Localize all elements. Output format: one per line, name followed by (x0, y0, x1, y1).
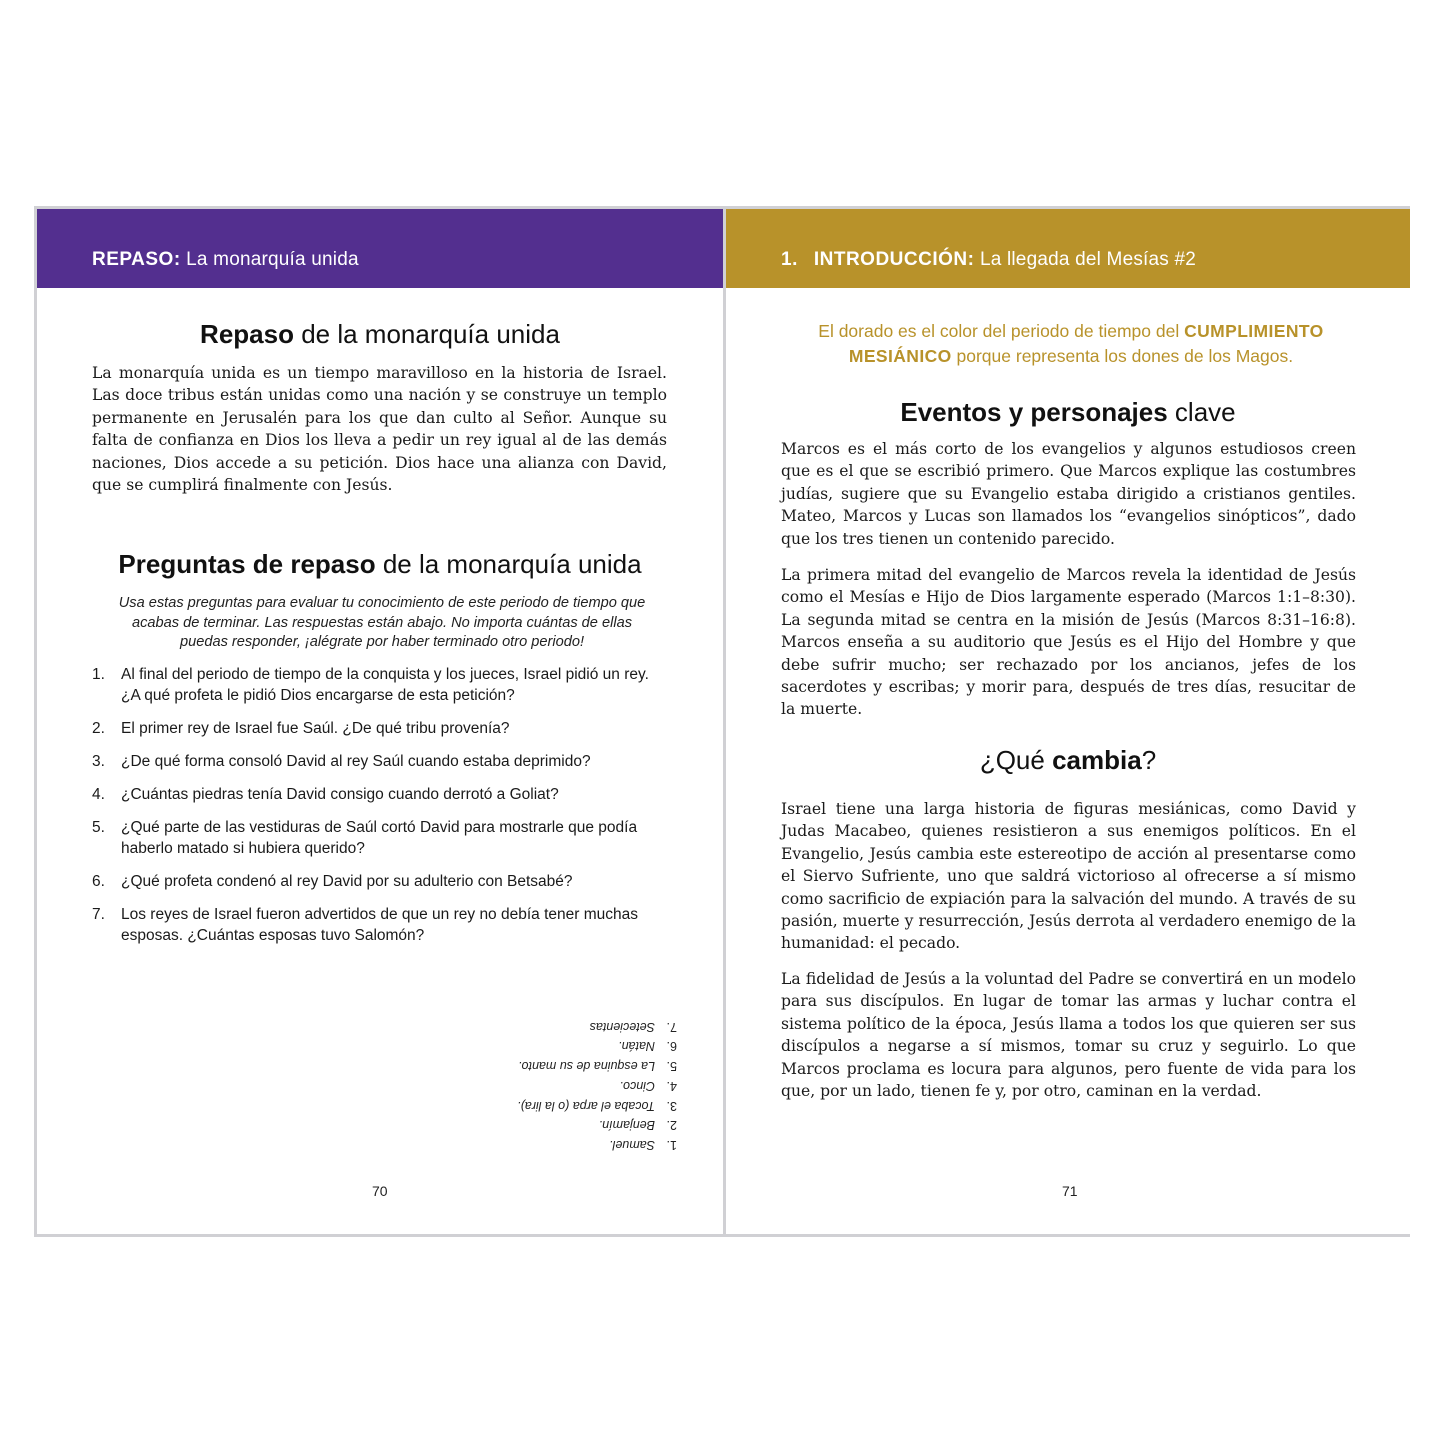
answer-text: Natán. (618, 1039, 655, 1054)
changes-heading (726, 745, 1410, 776)
band-title (92, 249, 359, 271)
gold-intro-before: El dorado es el color del periodo de tiempo del (818, 321, 1185, 341)
left-page (37, 209, 723, 1234)
section-band-introduccion (726, 209, 1410, 288)
question-item (92, 904, 672, 946)
band-label-bold: REPASO: (92, 249, 181, 270)
page-number-right: 71 (1062, 1183, 1078, 1199)
questions-heading (37, 549, 723, 580)
right-page (726, 209, 1410, 1234)
question-item (92, 784, 672, 805)
changes-paragraph-2: La fidelidad de Jesús a la voluntad del Padre se convertirá en un modelo para sus discípulos. En lugar de tomar las armas y luchar contra el sistema político de la época, Jesús llama a todos los que quieren ser sus discípulos a negarse a sí mismos, tomar su cruz y seguirlo. Lo que Marcos proclama es locura para algunos, pero fuente de vida para los que, por un lado, tienen fe y, por otro, caminan en la verdad. (781, 970, 1356, 1101)
answer-text: Cinco. (619, 1078, 655, 1093)
questions-intro: Usa estas preguntas para evaluar tu conocimiento de este periodo de tiempo que acabas de terminar. Las respuestas están abajo. No importa cuántas de ellas puedas responder, ¡alégrate por haber terminado otro periodo! (118, 595, 646, 650)
question-number: 3. (92, 753, 105, 770)
review-heading (37, 319, 723, 350)
band-label-text: La monarquía unida (180, 249, 359, 270)
question-text: ¿De qué forma consoló David al rey Saúl cuando estaba deprimido? (121, 753, 591, 770)
page-number-left: 70 (372, 1183, 388, 1199)
answer-number: 6. (666, 1039, 677, 1054)
answer-text: Benjamín. (598, 1118, 655, 1133)
question-text: ¿Cuántas piedras tenía David consigo cuando derrotó a Goliat? (121, 786, 559, 803)
answer-number: 3. (666, 1098, 677, 1113)
answer-item (497, 1016, 677, 1036)
answer-text: Setecientas (589, 1019, 655, 1034)
changes-heading-bold: cambia (1052, 745, 1142, 775)
question-text: ¿Qué profeta condenó al rey David por su adulterio con Betsabé? (121, 873, 573, 890)
events-paragraph-1: Marcos es el más corto de los evangelios y algunos estudiosos creen que es el que se escribió primero. Que Marcos explique las costumbres judías, sugiere que su Evangelio estaba dirigido a cristianos gentiles. Mateo, Marcos y Lucas son llamados los “evangelios sinópticos”, dado que los tres tienen un contenido parecido. (781, 440, 1356, 548)
book-spread (34, 206, 1410, 1237)
question-number: 7. (92, 906, 105, 923)
question-number: 2. (92, 720, 105, 737)
gold-intro-bold: CUMPLIMIENTO MESIÁNICO (848, 321, 1324, 366)
question-number: 1. (92, 666, 105, 683)
band-label-text: La llegada del Mesías #2 (974, 249, 1197, 270)
answer-number: 7. (666, 1019, 677, 1034)
answer-number: 2. (666, 1118, 677, 1133)
band-number: 1. (781, 249, 798, 270)
question-number: 4. (92, 786, 105, 803)
answer-item (497, 1134, 677, 1154)
question-item (92, 817, 672, 859)
band-title (781, 249, 1196, 271)
question-item (92, 664, 672, 706)
question-item (92, 751, 672, 772)
questions-list (92, 664, 672, 946)
review-paragraph: La monarquía unida es un tiempo maravilloso en la historia de Israel. Las doce tribus están unidas como una nación y se construye un templo permanente en Jerusalén para los que dan culto al Señor. Aunque su falta de confianza en Dios los lleva a pedir un rey igual al de las demás naciones, Dios accede a su petición. Dios hace una alianza con David, que se cumplirá finalmente con Jesús. (92, 364, 667, 495)
events-paragraph-2: La primera mitad del evangelio de Marcos revela la identidad de Jesús como el Mesías e Hijo de Dios largamente esperado (Marcos 1:1–8:30). La segunda mitad se centra en la misión de Jesús (Marcos 8:31–16:8). Marcos enseña a su auditorio que Jesús es el Hijo del Hombre y que debe sufrir mucho; ser rechazado por los ancianos, jefes de los sacerdotes y escribas; y morir para, después de tres días, resucitar de la muerte. (781, 566, 1356, 719)
events-heading-rest: clave (1167, 397, 1236, 427)
answer-number: 4. (666, 1078, 677, 1093)
question-number: 6. (92, 873, 105, 890)
review-heading-bold: Repaso (200, 319, 294, 349)
question-item (92, 718, 672, 739)
gold-intro (781, 319, 1361, 369)
answer-item (497, 1036, 677, 1056)
upside-down-answers (497, 1019, 677, 1154)
answer-number: 5. (666, 1059, 677, 1074)
review-heading-rest: de la monarquía unida (293, 319, 560, 349)
section-band-repaso (37, 209, 723, 288)
events-heading (726, 397, 1410, 428)
events-heading-bold: Eventos y personajes (900, 397, 1168, 427)
changes-paragraph-1: Israel tiene una larga historia de figuras mesiánicas, como David y Judas Macabeo, quienes resistieron a sus enemigos políticos. En el Evangelio, Jesús cambia este estereotipo de acción al presentarse como el Siervo Sufriente, uno que saldrá victorioso al ofrecerse a sí mismo como sacrificio de expiación para la salvación del mundo. A través de su pasión, muerte y resurrección, Jesús derrota al verdadero enemigo de la humanidad: el pecado. (781, 800, 1356, 953)
answer-item (497, 1095, 677, 1115)
questions-heading-bold: Preguntas de repaso (118, 549, 376, 579)
answer-text: Samuel. (609, 1138, 655, 1152)
answer-item (497, 1115, 677, 1135)
band-label-bold: INTRODUCCIÓN: (813, 249, 975, 270)
answer-text: Tocaba el arpa (o la lira). (517, 1098, 655, 1113)
answer-item (497, 1075, 677, 1095)
answer-text: La esquina de su manto. (518, 1059, 655, 1074)
questions-heading-rest: de la monarquía unida (375, 549, 642, 579)
question-item (92, 871, 672, 892)
question-text: ¿Qué parte de las vestiduras de Saúl cortó David para mostrarle que podía haberlo matado si hubiera querido? (121, 819, 638, 857)
answer-number: 1. (666, 1138, 677, 1152)
answer-item (497, 1055, 677, 1075)
changes-heading-before: ¿Qué (979, 745, 1053, 775)
question-text: Al final del periodo de tiempo de la conquista y los jueces, Israel pidió un rey. ¿A qué profeta le pidió Dios encargarse de esta petición? (121, 666, 649, 704)
changes-heading-after: ? (1141, 745, 1157, 775)
question-text: Los reyes de Israel fueron advertidos de que un rey no debía tener muchas esposas. ¿Cuántas esposas tuvo Salomón? (121, 906, 638, 944)
question-number: 5. (92, 819, 105, 836)
gold-intro-after: porque representa los dones de los Magos. (951, 346, 1294, 366)
question-text: El primer rey de Israel fue Saúl. ¿De qué tribu provenía? (121, 720, 510, 737)
